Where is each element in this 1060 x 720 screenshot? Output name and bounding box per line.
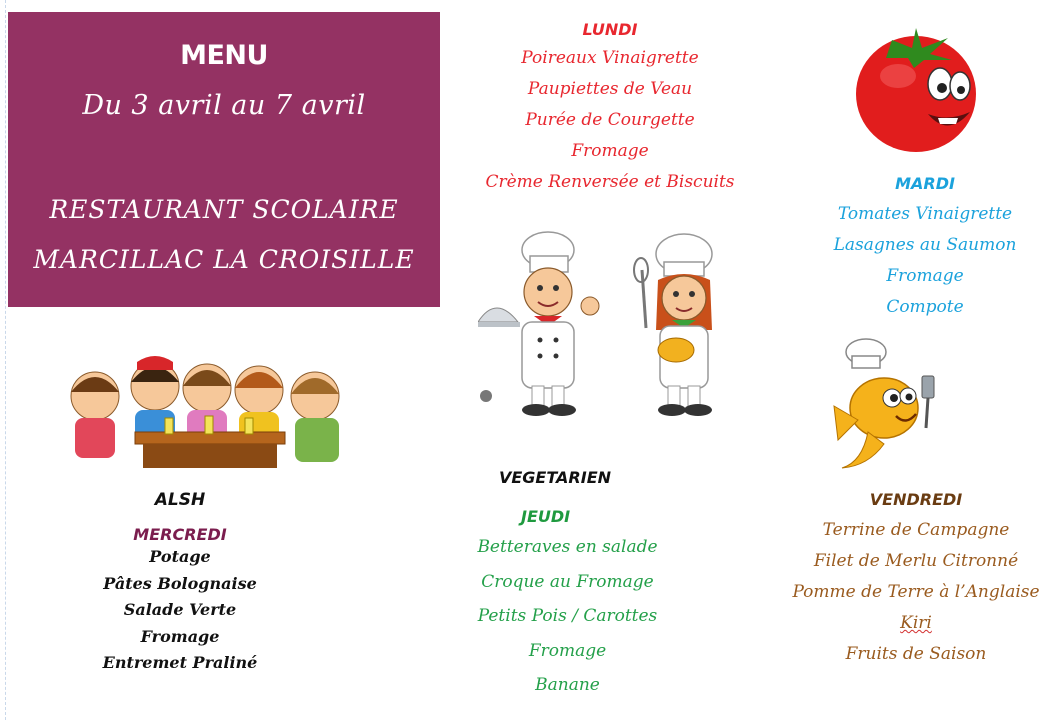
menu-item: Crème Renversée et Biscuits (485, 172, 735, 192)
fish-chef-icon (832, 336, 942, 472)
menu-item: Filet de Merlu Citronné (813, 551, 1019, 571)
day-title-vendredi: VENDREDI (869, 490, 963, 509)
menu-item: Purée de Courgette (525, 110, 695, 130)
day-title-mardi: MARDI (895, 174, 955, 193)
menu-dates: Du 3 avril au 7 avril (82, 90, 366, 121)
day-mercredi (60, 525, 300, 677)
menu-item: Fromage (886, 266, 964, 286)
menu-item: Paupiettes de Veau (527, 79, 693, 99)
day-title-jeudi: JEUDI (521, 507, 571, 526)
menu-item: Entremet Praliné (102, 653, 258, 672)
restaurant-name: RESTAURANT SCOLAIRE (49, 195, 399, 224)
vegetarien-label: VEGETARIEN (498, 468, 612, 487)
menu-item: Croque au Fromage (481, 571, 654, 592)
day-title-lundi: LUNDI (582, 20, 638, 39)
menu-item: Pomme de Terre à l’Anglaise (792, 582, 1040, 602)
menu-item: Lasagnes au Saumon (833, 235, 1017, 255)
children-at-table-illustration (55, 348, 355, 478)
menu-title: MENU (180, 40, 268, 71)
menu-item: Compote (886, 297, 964, 317)
menu-item: Tomates Vinaigrette (837, 204, 1013, 224)
menu-item: Kiri (900, 613, 932, 633)
tomato-mascot-icon (852, 14, 982, 154)
day-vendredi (780, 490, 1052, 670)
menu-item: Pâtes Bolognaise (103, 573, 257, 593)
chefs-illustration (478, 230, 750, 420)
menu-item: Banane (535, 675, 600, 695)
menu-item: Petits Pois / Carottes (477, 606, 658, 626)
menu-item: Fromage (140, 626, 220, 646)
menu-item: Fromage (571, 141, 649, 161)
day-lundi (460, 20, 760, 198)
page-margin-line (5, 0, 6, 720)
day-jeudi (450, 507, 685, 703)
menu-item: Fromage (528, 640, 607, 661)
menu-item: Salade Verte (123, 600, 237, 619)
day-title-mercredi: MERCREDI (133, 525, 227, 544)
menu-item: Betteraves en salade (477, 537, 658, 557)
alsh-label: ALSH (154, 490, 206, 510)
menu-item: Potage (149, 547, 211, 566)
restaurant-place: MARCILLAC LA CROISILLE (33, 245, 415, 274)
menu-header (8, 12, 440, 307)
menu-item: Fruits de Saison (845, 644, 987, 664)
day-mardi (800, 174, 1050, 323)
menu-item: Terrine de Campagne (822, 520, 1010, 540)
menu-item: Poireaux Vinaigrette (521, 48, 699, 68)
